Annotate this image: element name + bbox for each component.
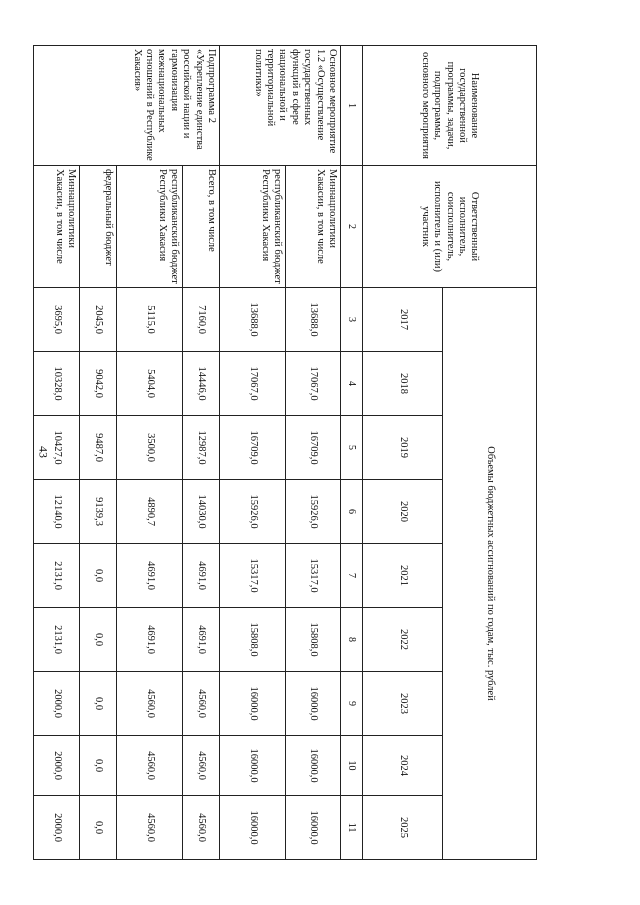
value-cell: 15317,0	[220, 544, 286, 608]
column-number: 9	[341, 672, 363, 736]
value-cell: 2000,0	[34, 736, 80, 796]
value-cell: 13688,0	[286, 288, 341, 352]
row-responsible-cell: федеральный бюджет	[80, 166, 117, 288]
value-cell: 3500,0	[117, 416, 183, 480]
table-row	[286, 46, 341, 860]
value-cell: 4890,7	[117, 480, 183, 544]
value-cell: 2000,0	[34, 672, 80, 736]
value-cell: 4560,0	[183, 796, 220, 860]
row-responsible-cell: республиканский бюджет Республики Хакасия	[117, 166, 183, 288]
value-cell: 16000,0	[286, 796, 341, 860]
year-header: 2020	[363, 480, 443, 544]
value-cell: 0,0	[80, 736, 117, 796]
column-number: 5	[341, 416, 363, 480]
value-cell: 15808,0	[220, 608, 286, 672]
value-cell: 9042,0	[80, 352, 117, 416]
budget-table	[33, 45, 537, 860]
column-number-row	[341, 46, 363, 860]
column-number: 2	[341, 166, 363, 288]
value-cell: 4560,0	[117, 796, 183, 860]
column-number: 6	[341, 480, 363, 544]
year-header: 2025	[363, 796, 443, 860]
row-responsible-cell: республиканский бюджет Республики Хакасия	[220, 166, 286, 288]
value-cell: 5115,0	[117, 288, 183, 352]
budget-table-rotated	[51, 45, 537, 859]
row-responsible-cell: Всего, в том числе	[183, 166, 220, 288]
value-cell: 10328,0	[34, 352, 80, 416]
value-cell: 4691,0	[183, 544, 220, 608]
value-cell: 17067,0	[286, 352, 341, 416]
value-cell: 15808,0	[286, 608, 341, 672]
value-cell: 14030,0	[183, 480, 220, 544]
year-header: 2022	[363, 608, 443, 672]
value-cell: 4691,0	[183, 608, 220, 672]
column-number: 4	[341, 352, 363, 416]
value-cell: 16000,0	[220, 672, 286, 736]
year-header: 2018	[363, 352, 443, 416]
value-cell: 13688,0	[220, 288, 286, 352]
value-cell: 16000,0	[220, 736, 286, 796]
value-cell: 2131,0	[34, 608, 80, 672]
year-header: 2024	[363, 736, 443, 796]
table-row	[117, 46, 183, 860]
value-cell: 12140,0	[34, 480, 80, 544]
column-header-name: Наименование государственной программы, задачи, подпрограммы, основного мероприятия	[363, 46, 537, 166]
value-cell: 16000,0	[286, 736, 341, 796]
value-cell: 16709,0	[286, 416, 341, 480]
value-cell: 5404,0	[117, 352, 183, 416]
value-cell: 0,0	[80, 672, 117, 736]
value-cell: 10427,0	[34, 416, 80, 480]
value-cell: 4560,0	[183, 672, 220, 736]
row-name-cell: Подпрограмма 2 «Укрепление единства российской нации и гармонизация межнациональных отношений в Республике Хакасия»	[34, 46, 220, 166]
value-cell: 15926,0	[286, 480, 341, 544]
table-row	[220, 46, 286, 860]
value-cell: 16709,0	[220, 416, 286, 480]
value-cell: 4691,0	[117, 544, 183, 608]
rotated-table-container	[51, 45, 537, 859]
value-cell: 0,0	[80, 796, 117, 860]
value-cell: 3695,0	[34, 288, 80, 352]
value-cell: 4560,0	[183, 736, 220, 796]
value-cell: 14446,0	[183, 352, 220, 416]
table-row	[80, 46, 117, 860]
value-cell: 4691,0	[117, 608, 183, 672]
value-cell: 7160,0	[183, 288, 220, 352]
value-cell: 4560,0	[117, 672, 183, 736]
column-number: 3	[341, 288, 363, 352]
table-header-row	[443, 46, 537, 860]
value-cell: 15926,0	[220, 480, 286, 544]
value-cell: 4560,0	[117, 736, 183, 796]
value-cell: 9139,3	[80, 480, 117, 544]
value-cell: 17067,0	[220, 352, 286, 416]
column-number: 11	[341, 796, 363, 860]
year-header: 2023	[363, 672, 443, 736]
value-cell: 12987,0	[183, 416, 220, 480]
year-header: 2019	[363, 416, 443, 480]
value-cell: 0,0	[80, 544, 117, 608]
column-number: 7	[341, 544, 363, 608]
row-responsible-cell: Миннацполитики Хакасии, в том числе	[34, 166, 80, 288]
page-number: 43	[36, 446, 51, 458]
value-cell: 2045,0	[80, 288, 117, 352]
value-cell: 16000,0	[220, 796, 286, 860]
column-header-budget-group: Объемы бюджетных ассигнований по годам, тыс. рублей	[443, 288, 537, 860]
value-cell: 0,0	[80, 608, 117, 672]
value-cell: 2131,0	[34, 544, 80, 608]
column-number: 8	[341, 608, 363, 672]
year-header: 2021	[363, 544, 443, 608]
column-number: 10	[341, 736, 363, 796]
value-cell: 15317,0	[286, 544, 341, 608]
year-header: 2017	[363, 288, 443, 352]
value-cell: 9487,0	[80, 416, 117, 480]
value-cell: 16000,0	[286, 672, 341, 736]
table-row	[34, 46, 80, 860]
column-header-responsible: Ответственный исполнитель, соисполнитель, исполнитель и (или) участник	[363, 166, 537, 288]
row-name-cell: Основное мероприятие 1.2 «Осуществление государственных функций в сфере национальной и территориальной политики»	[220, 46, 341, 166]
row-responsible-cell: Миннацполитики Хакасии, в том числе	[286, 166, 341, 288]
column-number: 1	[341, 46, 363, 166]
table-row	[183, 46, 220, 860]
value-cell: 2000,0	[34, 796, 80, 860]
